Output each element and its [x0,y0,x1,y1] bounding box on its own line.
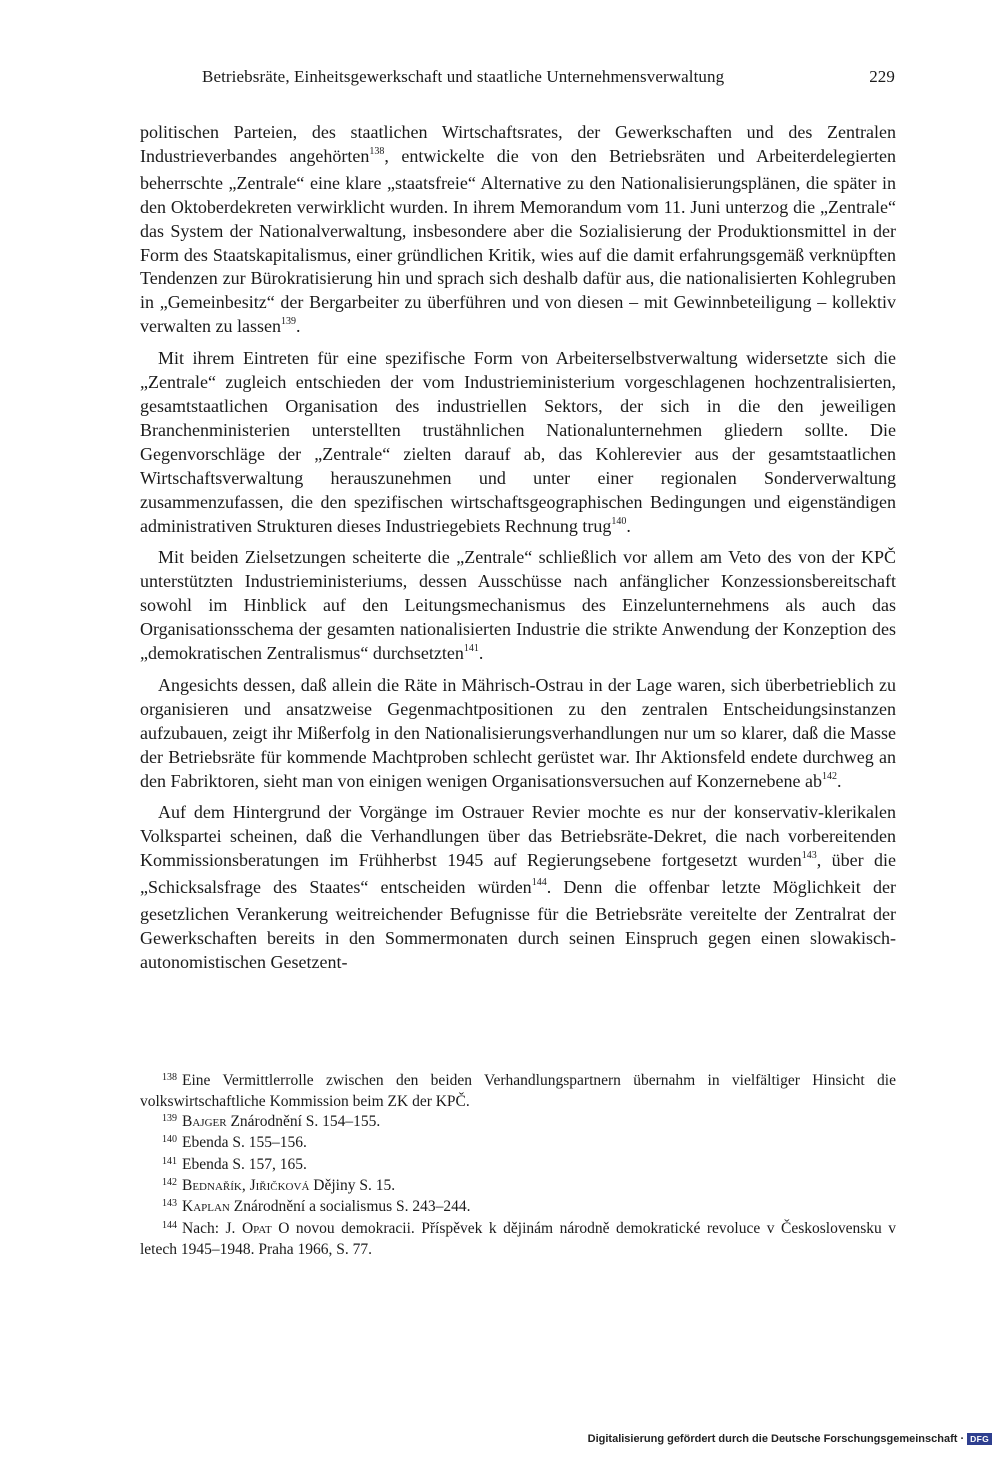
paragraph-text: Angesichts dessen, daß allein die Räte in Mährisch-Ostrau in der Lage waren, sich überbetrieblich zu organisieren und ansatzweise Gegenmachtpositionen zu den zentralen Entscheidungsinstanzen aufzubauen, zeigt ihr Mißerfolg in den Nationalisierungsverhandlungen nur um so klarer, daß die Masse der Betriebsräte für kommende Machtproben schlecht gerüstet war. Ihr Aktionsfeld endete durchweg an den Fabriktoren, sieht man von einigen wenigen Organisationsversuchen auf Konzernebene ab [140,674,896,791]
footnote-author: Bajger [182,1112,227,1130]
footnote [140,1176,896,1197]
footnote-author: Bednařík, Jiřičková [182,1177,310,1195]
footnote [140,1155,896,1176]
paragraph-text: Mit ihrem Eintreten für eine spezifische Form von Arbeiterselbstverwaltung widersetzte sich die „Zentrale“ zugleich entschieden der vom Industrieministerium vorgeschlagenen hochzentralisierten, gesamtstaatlichen Organisation des industriellen Sektors, der sich in die den jeweiligen Branchenministerien unterstellten trustähnlichen Nationalunternehmen gliedern sollte. Die Gegenvorschläge der „Zentrale“ zielten darauf ab, das Kohlerevier aus der gesamtstaatlichen Wirtschaftsverwaltung herauszunehmen und unter einer regionalen Sonderverwaltung zusammenzufassen, die den spezifischen wirtschaftsgeographischen Bedingungen und eigenständigen administrativen Strukturen dieses Industriegebiets Rechnung trug [140,348,896,536]
footnote-reference[interactable]: 139 [280,316,296,328]
footnote-number: 140 [162,1134,177,1146]
footnote-text: Ebenda S. 155–156. [182,1134,307,1152]
footnote-number: 144 [162,1219,177,1231]
footnote-reference[interactable]: 144 [531,877,547,889]
paragraph-text: . [836,770,842,791]
paragraph-text: Auf dem Hintergrund der Vorgänge im Ostrauer Revier mochte es nur der konservativ-klerikalen Volkspartei scheinen, daß die Verhandlungen über das Betriebsräte-Dekret, die nach vorbereitenden Kommissionsberatungen im Frühherbst 1945 auf Regierungsebene fortgesetzt wurden [140,802,896,871]
footnote [140,1112,896,1133]
dfg-logo: DFG [967,1433,992,1445]
footnote-author: Kaplan [182,1198,230,1216]
paragraph-text: Mit beiden Zielsetzungen scheiterte die „Zentrale“ schließlich vor allem am Veto des von der KPČ unterstützten Industrieministeriums, dessen Ausschüsse nach anfänglicher Konzessionsbereitschaft sowohl im Hinblick auf den Leitungsmechanismus des Einzelunternehmens als auch das Organisationsschema der gesamten nationalisierten Industrie die strikte Anwendung der Konzeption des „demokratischen Zentralismus“ durchsetzten [140,547,896,664]
footnote-reference[interactable]: 143 [801,850,817,862]
paragraph-text: , entwickelte die von den Betriebsräten und Arbeiterdelegierten beherrschte „Zentrale“ eine klare „staatsfreie“ Alternative zu den Nationalisierungsplänen, die später in den Oktoberdekreten verwirklicht wurden. In ihrem Memorandum vom 11. Juni unterzog die „Zentrale“ das System der Nationalverwaltung, insbesondere aber die Sozialisierung der Produktionsmittel in der Form des Staatskapitalismus, einer gründlichen Kritik, wies auf die damit erfahrungsgemäß verknüpften Tendenzen zur Bürokratisierung hin und sprach sich deshalb dafür aus, die nationalisierten Kohlegruben in „Gemeinbesitz“ der Bergarbeiter zu überführen und von diesen – mit Gewinnbeteiligung – kollektiv verwalten zu lassen [140,145,896,337]
footnote-reference[interactable]: 138 [369,145,385,157]
footnote [140,1133,896,1154]
paragraph-text: . Denn die offenbar letzte Möglichkeit der gesetzlichen Verankerung weitreichender Befugnisse für die Betriebsräte vereitelte der Zentralrat der Gewerkschaften bereits in den Sommermonaten durch seinen Einspruch gegen einen slowakisch-autonomistischen Gesetzent- [140,877,896,972]
footnote-text: Ebenda S. 157, 165. [182,1155,307,1173]
paragraph-text: . [478,643,484,664]
running-title: Betriebsräte, Einheitsgewerkschaft und staatliche Unternehmensverwaltung [202,67,725,86]
footnote-text: Dějiny S. 15. [309,1177,396,1195]
paragraph [140,546,896,669]
footnote-text: O novou demokracii. Příspěvek k dějinám národně demokratické revoluce v Československu v letech 1945–1948. Praha 1966, S. 77. [140,1219,896,1259]
footnote-reference[interactable]: 141 [463,643,479,655]
footnote-author: Opat [241,1219,272,1237]
paragraph-text: . [626,515,631,536]
footnote [140,1071,896,1112]
footnote-number: 142 [162,1177,177,1189]
footnote-text: Eine Vermittlerrolle zwischen den beiden Verhandlungspartnern übernahm in vielfältiger Hinsicht die volkswirtschaftliche Kommission beim ZK der KPČ. [140,1072,896,1111]
digitization-footer [588,1433,992,1445]
footnote-number: 138 [162,1072,177,1083]
paragraph [140,347,896,541]
footer-text: Digitalisierung gefördert durch die Deutsche Forschungsgemeinschaft · [587,1433,965,1445]
paragraph [140,121,896,342]
footnote [140,1197,896,1218]
footnote-text: Znárodnění S. 154–155. [226,1112,381,1130]
paragraph-text: . [295,316,301,337]
page-number: 229 [869,67,895,86]
paragraph-text: , über die „Schicksalsfrage des Staates“ entscheiden würden [140,850,896,898]
footnote-number: 143 [162,1198,177,1210]
paragraph [140,801,896,974]
footnote-reference[interactable]: 142 [821,770,837,782]
paragraph [140,674,896,797]
footnote [140,1219,896,1260]
main-text [140,121,896,975]
footnote-text: Nach: J. [182,1219,242,1237]
footnote-number: 139 [162,1112,177,1124]
footnote-number: 141 [162,1155,177,1167]
paragraph-text: politischen Parteien, des staatlichen Wirtschaftsrates, der Gewerkschaften und des Zentralen Industrieverbandes angehörten [140,122,896,166]
footnote-reference[interactable]: 140 [611,515,627,527]
footnote-text: Znárodnění a socialismus S. 243–244. [229,1198,471,1216]
footnotes [140,1071,896,1260]
